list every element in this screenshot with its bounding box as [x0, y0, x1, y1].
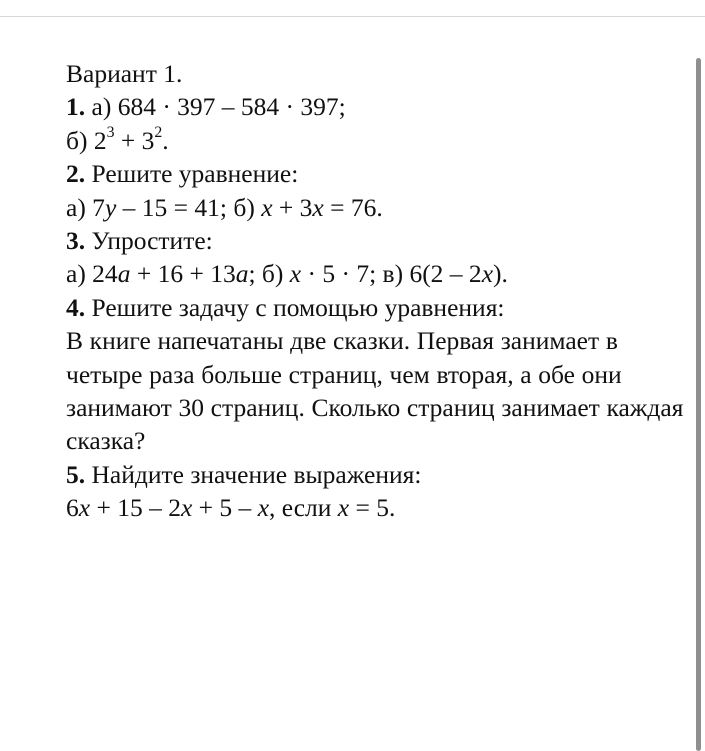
task-2a-prefix: а) 7	[66, 192, 105, 222]
top-divider	[0, 16, 705, 17]
task-4-problem: В книге напечатаны две сказки. Первая занимает в четыре раза больше страниц, чем вторая, а обе они занимают 30 страниц. Сколько страниц занимает каждая сказка?	[66, 326, 684, 456]
task-3a-prefix: а) 24	[66, 259, 118, 289]
task-5-part-4: , если	[269, 493, 338, 523]
task-2b-variable-2: x	[312, 192, 324, 222]
task-1b-base-2: 3	[141, 125, 155, 155]
task-1b-plus: +	[114, 125, 142, 155]
task-1-line-a	[66, 90, 694, 123]
task-4-heading	[66, 291, 694, 324]
task-2-equations	[66, 191, 694, 224]
task-2-text: Решите уравнение:	[85, 159, 299, 189]
task-1b-end: .	[162, 125, 169, 155]
task-2-heading	[66, 157, 694, 190]
task-1-line-b	[66, 124, 694, 157]
task-2b-end: = 76.	[323, 192, 383, 222]
task-3-text: Упростите:	[85, 226, 213, 256]
task-5-part-3: + 5 –	[192, 493, 258, 523]
task-5-variable-3: x	[257, 493, 270, 523]
task-3c-end: ).	[493, 259, 508, 289]
task-1b-base-1: 2	[93, 125, 107, 155]
variant-title-text: Вариант 1.	[66, 59, 183, 88]
scrollbar-thumb[interactable]	[696, 58, 701, 751]
task-3a-variable-1: a	[117, 259, 131, 289]
task-4-text: Решите задачу с помощью уравнения:	[85, 292, 505, 322]
task-5-variable-1: x	[78, 493, 91, 523]
task-3-expressions	[66, 257, 694, 290]
task-4-number: 4.	[66, 292, 86, 322]
task-5-variable-4: x	[337, 493, 350, 523]
task-3c-variable: x	[481, 259, 494, 289]
task-3b-variable: x	[289, 259, 302, 289]
task-5-part-1: 6	[66, 493, 79, 523]
task-5-variable-2: x	[180, 493, 193, 523]
task-2b-mid: + 3	[272, 192, 313, 222]
task-3b-rest: · 5 · 7; в) 6(2 – 2	[301, 259, 482, 289]
task-5-part-5: = 5.	[349, 493, 396, 523]
task-5-text: Найдите значение выражения:	[85, 459, 422, 489]
task-5-number: 5.	[66, 459, 86, 489]
task-1a-prefix: а)	[91, 92, 118, 122]
variant-title	[66, 57, 694, 90]
document-body	[66, 57, 694, 525]
task-1a-expression: 684 · 397 – 584 · 397;	[117, 92, 346, 122]
task-5-expression	[66, 491, 694, 524]
task-2a-variable: y	[104, 192, 117, 222]
task-1b-prefix: б)	[66, 125, 94, 155]
task-2b-variable-1: x	[261, 192, 273, 222]
task-3a-end: ; б)	[248, 259, 290, 289]
task-1-number: 1.	[66, 92, 86, 122]
task-5-part-2: + 15 – 2	[90, 493, 181, 523]
task-1b-exponent-1: 3	[106, 123, 115, 141]
task-2a-rest: – 15 = 41; б)	[116, 192, 262, 222]
task-1b-exponent-2: 2	[154, 123, 163, 141]
task-3-heading	[66, 224, 694, 257]
task-3-number: 3.	[66, 226, 86, 256]
task-2-number: 2.	[66, 159, 86, 189]
task-3a-variable-2: a	[235, 259, 249, 289]
task-5-heading	[66, 458, 694, 491]
task-3a-mid: + 16 + 13	[130, 259, 236, 289]
